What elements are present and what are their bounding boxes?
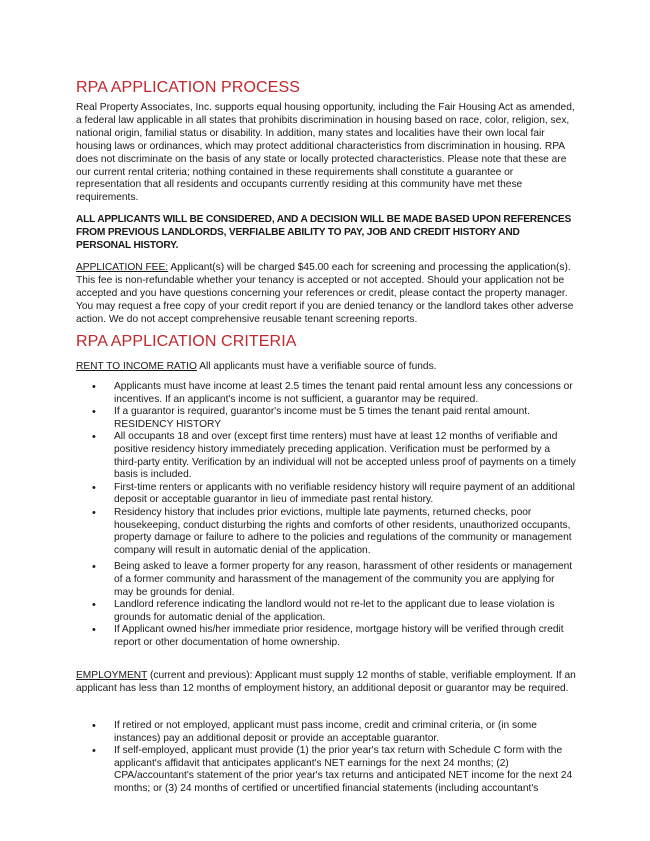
- income-paragraph: [76, 361, 576, 374]
- income-text: All applicants must have a verifiable source of funds.: [196, 361, 437, 372]
- employment-list: [76, 720, 576, 796]
- intro-paragraph: Real Property Associates, Inc. supports equal housing opportunity, including the Fair Housing Act as amended, a federal law applicable in all states that prohibits discrimination in housing based on race, color, religion, sex, national origin, familial status or disability. In addition, many states and localities have their own local fair housing laws or ordinances, which may protect additional characteristics from discrimination in housing. RPA does not discriminate on the basis of any state or locally protected characteristics. Please note that these are our current rental criteria; nothing contained in these requirements shall constitute a guarantee or representation that all residents and occupants currently residing at this community have met these requirements.: [76, 102, 575, 204]
- residency-heading: RESIDENCY HISTORY: [114, 418, 221, 430]
- list-item: • Residency history that includes prior evictions, multiple late payments, returned checks, poor housekeeping, conduct disturbing the rights and comforts of other residents, unauthorized occupants, property damage or failure to adhere to the policies and regulations of the community or management company will result in automatic denial of the application.: [76, 507, 576, 557]
- list-item: • All occupants 18 and over (except first time renters) must have at least 12 months of verifiable and positive residency history immediately preceding application. Verification must be performed by a third-party entity. Verification by an individual will not be accepted unless proof of payments on a timely basis is included.: [76, 431, 576, 481]
- employment-label: EMPLOYMENT: [76, 670, 148, 681]
- fee-text: Applicant(s) will be charged $45.00 each for screening and processing the application(s). This fee is non-refundable whether your tenancy is accepted or not accepted. Should your application not be accepted and you have questions concerning your references or credit, please contact the property manager. You may request a free copy of your credit report if you are denied tenancy or the landlord takes other adverse action. We do not accept comprehensive reusable tenant screening reports.: [76, 262, 574, 325]
- list-item: • If self-employed, applicant must provide (1) the prior year's tax return with Schedule C form with the applicant's affidavit that anticipates applicant's NET earnings for the next 24 months; (2) CPA/accountant's statement of the prior year's tax returns and anticipated NET income for the next 24 months; or (3) 24 months of certified or uncertified financial statements (including accountant's: [76, 745, 576, 795]
- all-applicants-notice: ALL APPLICANTS WILL BE CONSIDERED, AND A DECISION WILL BE MADE BASED UPON REFERENCES FROM PREVIOUS LANDLORDS, VERFIALBE ABILITY TO PAY, JOB AND CREDIT HISTORY AND PERSONAL HISTORY.: [76, 214, 572, 251]
- list-item: • If Applicant owned his/her immediate prior residence, mortgage history will be verified through credit report or other documentation of home ownership.: [76, 624, 576, 649]
- list-item: • Being asked to leave a former property for any reason, harassment of other residents or management of a former community and harassment of the management of the community you are applying for may be grounds for denial.: [76, 561, 576, 599]
- list-item: • Applicants must have income at least 2.5 times the tenant paid rental amount less any concessions or incentives. If an applicant's income is not sufficient, a guarantor may be required.: [76, 381, 576, 406]
- application-fee-paragraph: [76, 262, 576, 327]
- income-label: RENT TO INCOME RATIO: [76, 361, 197, 372]
- criteria-title: RPA APPLICATION CRITERIA: [76, 333, 297, 350]
- list-item: • First-time renters or applicants with no verifiable residency history will require payment of an additional deposit or acceptable guarantor in lieu of immediate past rental history.: [76, 482, 576, 507]
- criteria-list: [76, 381, 576, 649]
- fee-label: APPLICATION FEE:: [76, 262, 169, 273]
- employment-paragraph: [76, 670, 576, 696]
- list-item: • If retired or not employed, applicant must pass income, credit and criminal criteria, or (in some instances) pay an additional deposit or provide an acceptable guarantor.: [76, 720, 576, 745]
- list-item: • If a guarantor is required, guarantor's income must be 5 times the tenant paid rental amount.: [76, 406, 576, 419]
- employment-text: (current and previous): Applicant must supply 12 months of stable, verifiable employment. If an applicant has less than 12 months of employment history, an additional deposit or guarantor may be required.: [76, 670, 576, 694]
- list-item: • Landlord reference indicating the landlord would not re-let to the applicant due to lease violation is grounds for automatic denial of the application.: [76, 599, 576, 624]
- process-title: RPA APPLICATION PROCESS: [76, 79, 300, 96]
